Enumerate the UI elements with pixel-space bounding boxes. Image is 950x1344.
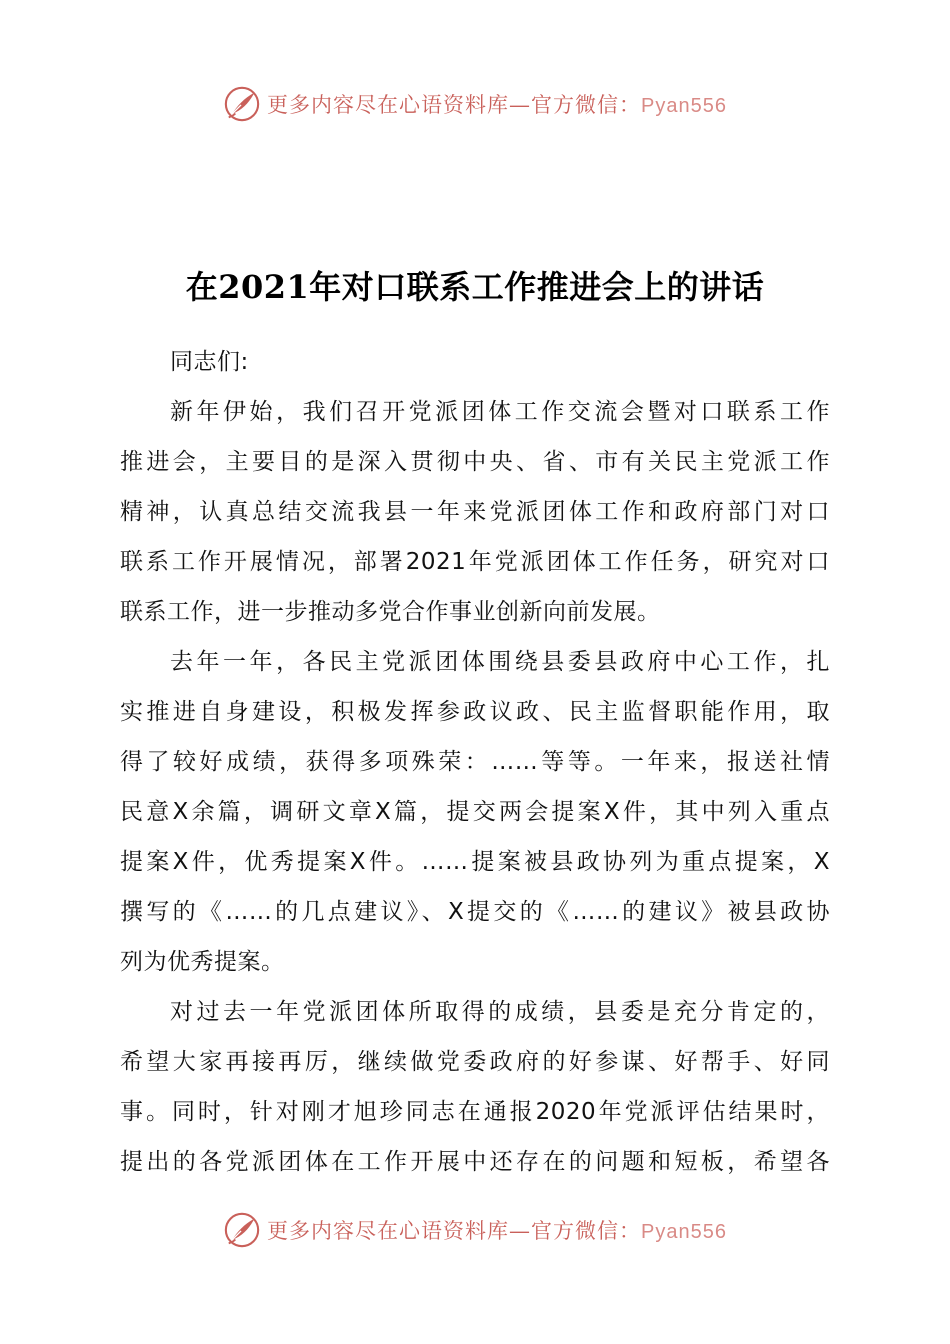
text-line: 希望大家再接再厉，继续做党委政府的好参谋、好帮手、好同 — [120, 1049, 830, 1075]
text-line: 新年伊始，我们召开党派团体工作交流会暨对口联系工作 — [170, 399, 830, 425]
salutation: 同志们: — [170, 349, 249, 375]
quill-logo-icon — [223, 1211, 261, 1249]
document-title: 在2021年对口联系工作推进会上的讲话 — [185, 268, 765, 306]
paragraph-1 — [120, 387, 830, 637]
text-line: 精神，认真总结交流我县一年来党派团体工作和政府部门对口 — [120, 499, 830, 525]
watermark-header — [0, 84, 950, 124]
text-line: 实推进自身建设，积极发挥参政议政、民主监督职能作用，取 — [120, 699, 830, 725]
text-line: 提案X件，优秀提案X件。……提案被县政协列为重点提案，X — [120, 849, 830, 875]
text-line: 列为优秀提案。 — [120, 949, 285, 975]
text-line: 民意X余篇，调研文章X篇，提交两会提案X件，其中列入重点 — [120, 799, 830, 825]
text-line: 提出的各党派团体在工作开展中还存在的问题和短板，希望各 — [120, 1149, 830, 1175]
watermark-text: 更多内容尽在心语资料库—官方微信：Pyan556 — [267, 93, 727, 117]
text-line: 撰写的《……的几点建议》、X提交的《……的建议》被县政协 — [120, 899, 830, 925]
text-line: 推进会，主要目的是深入贯彻中央、省、市有关民主党派工作 — [120, 449, 830, 475]
watermark-footer — [0, 1210, 950, 1250]
text-line: 得了较好成绩，获得多项殊荣：……等等。一年来，报送社情 — [120, 749, 830, 775]
text-line: 联系工作开展情况，部署2021年党派团体工作任务，研究对口 — [120, 549, 830, 575]
text-line: 去年一年，各民主党派团体围绕县委县政府中心工作，扎 — [170, 649, 830, 675]
text-line: 联系工作，进一步推动多党合作事业创新向前发展。 — [120, 599, 661, 625]
text-line: 对过去一年党派团体所取得的成绩，县委是充分肯定的， — [170, 999, 830, 1025]
paragraph-2 — [120, 637, 830, 987]
quill-logo-icon — [223, 85, 261, 123]
text-line: 事。同时，针对刚才旭珍同志在通报2020年党派评估结果时， — [120, 1099, 830, 1125]
paragraph-3 — [120, 987, 830, 1187]
document-body — [120, 337, 830, 1187]
watermark-text: 更多内容尽在心语资料库—官方微信：Pyan556 — [267, 1219, 727, 1243]
